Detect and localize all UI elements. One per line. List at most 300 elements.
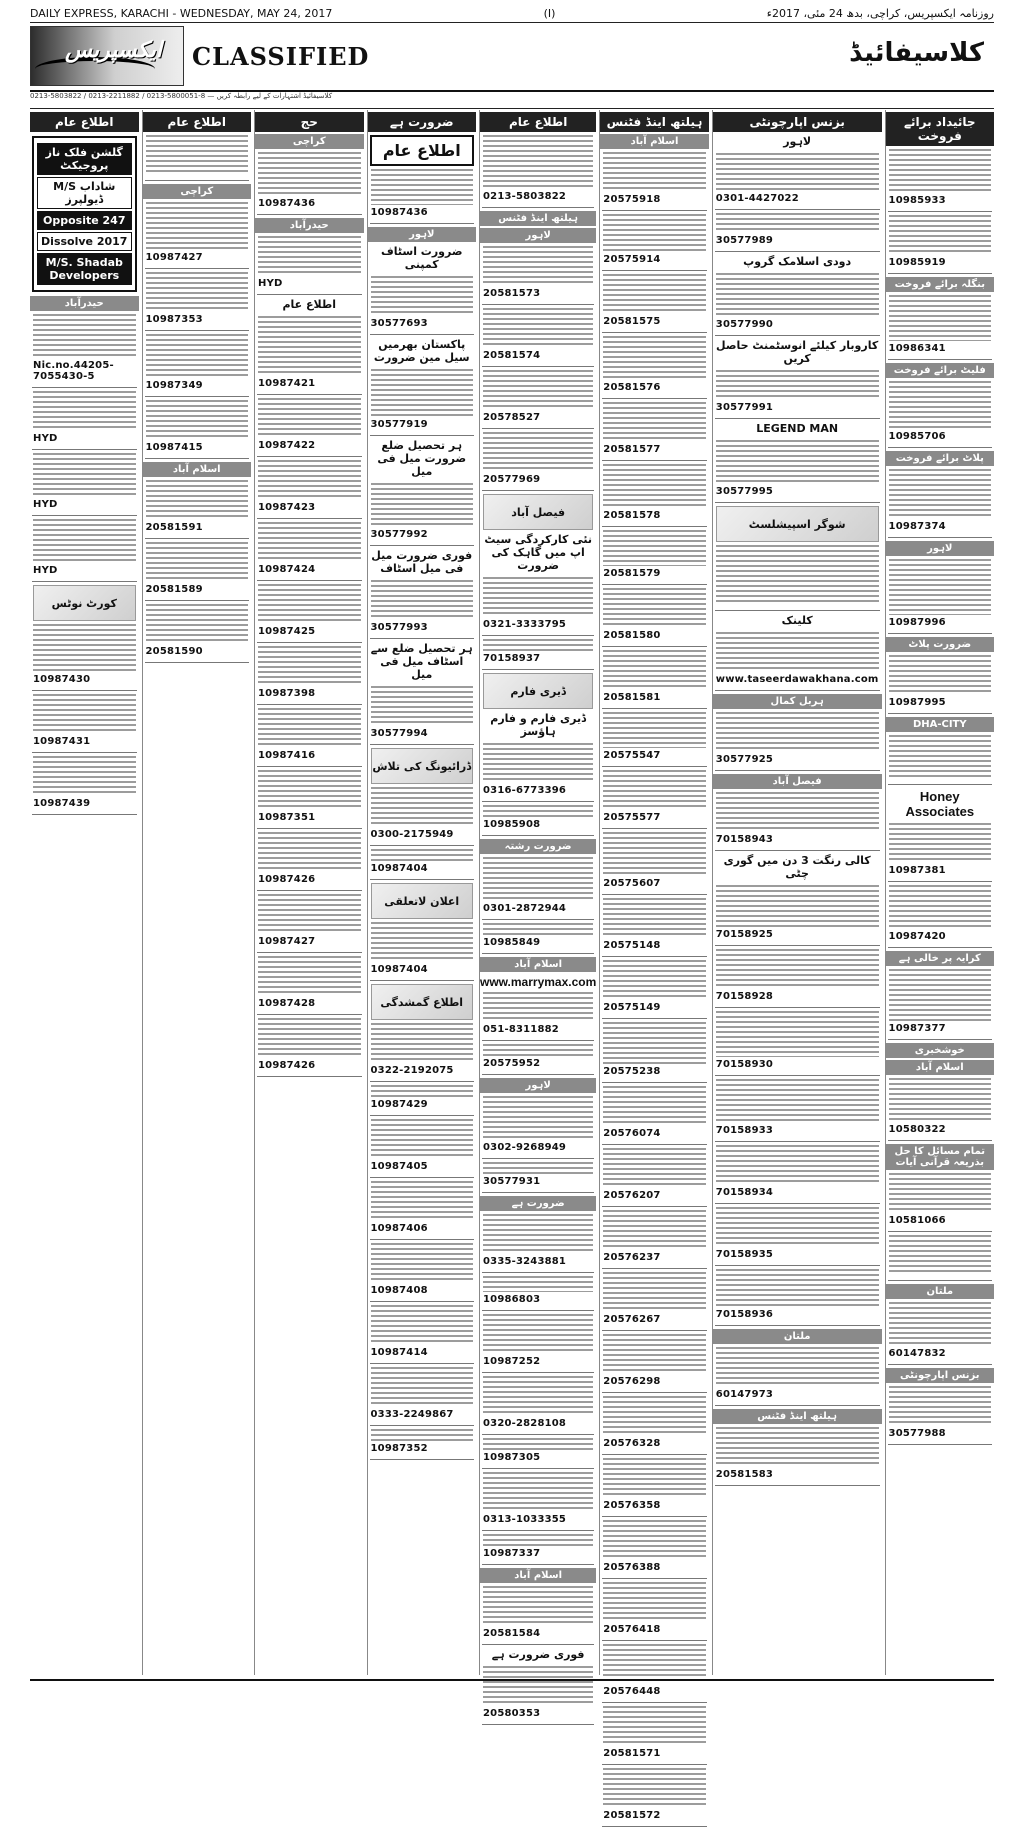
ad-reference-number: 10985933 (888, 195, 946, 206)
ad-reference-number: 70158928 (715, 991, 774, 1002)
ad-reference-number: 10986803 (483, 1294, 541, 1305)
ad-body-text (371, 1367, 474, 1407)
ad-body-text (603, 832, 706, 876)
ad-divider (482, 919, 594, 920)
ad-divider (602, 708, 707, 709)
ad-reference-number: 10987425 (258, 626, 316, 637)
ad-reference-number: 20575577 (603, 812, 661, 823)
ad-divider (888, 1280, 993, 1281)
ad-divider (482, 1310, 594, 1311)
ad-headline (716, 614, 879, 627)
ad-columns (30, 110, 994, 1821)
classified-ad (371, 1305, 474, 1358)
classified-ad (603, 1148, 706, 1201)
ad-reference-number: 10986341 (888, 343, 946, 354)
classified-ad (716, 1347, 879, 1400)
classified-ad (483, 577, 593, 630)
ad-reference-number: 30577991 (715, 402, 774, 413)
ad-body-text (603, 1644, 706, 1684)
ad-reference-number: 10987430 (33, 674, 91, 685)
ad-body-text (371, 1119, 474, 1159)
ad-reference-number: 20575148 (603, 940, 661, 951)
classified-ad (483, 1044, 593, 1069)
classified-ad (33, 624, 136, 685)
ad-divider (715, 1485, 880, 1486)
ad-reference-number: 70158925 (715, 929, 774, 940)
ad-divider (715, 770, 880, 771)
ad-divider (715, 850, 880, 851)
ad-divider (715, 1007, 880, 1008)
ad-reference-number: 10987428 (258, 998, 316, 1009)
classified-ad (146, 480, 249, 533)
ad-reference-number: 60147832 (888, 1348, 946, 1359)
notice-line: M/S شاداب ڈیولپرز (37, 177, 132, 209)
dateline-bar (30, 4, 994, 23)
ad-reference-number: 10987414 (370, 1347, 428, 1358)
classified-ad (889, 1078, 992, 1135)
section-subheader: بنگلہ برائے فروخت (886, 277, 995, 292)
classified-ad (716, 1269, 879, 1320)
classified-ad (483, 857, 593, 914)
ad-body-text (716, 1207, 879, 1247)
ad-divider (482, 207, 594, 208)
ad-divider (370, 1177, 475, 1178)
ad-reference-number: 0322-2192075 (370, 1065, 454, 1076)
ad-divider (602, 766, 707, 767)
ad-divider (257, 518, 362, 519)
classified-ad (146, 334, 249, 391)
ad-headline-text: کالی رنگت 3 دن میں گوری چٹی (723, 854, 871, 880)
ad-divider (715, 1075, 880, 1076)
section-subheader: ضرورت پلاٹ (886, 637, 995, 652)
ad-body-text (716, 1145, 879, 1185)
ad-divider (602, 1144, 707, 1145)
ad-reference-number: 20576267 (603, 1314, 661, 1325)
classified-ad (483, 1096, 593, 1153)
ad-reference-number: 10987404 (370, 863, 428, 874)
classified-ad (716, 153, 879, 204)
column-header: جائیداد برائے فروخت (886, 112, 995, 146)
classified-ad (483, 1214, 593, 1267)
ad-divider (370, 1301, 475, 1302)
ad-divider (602, 270, 707, 271)
classified-ad (258, 584, 361, 637)
section-subheader: اسلام آباد (886, 1060, 995, 1075)
ad-reference-number: 30577994 (370, 728, 428, 739)
dateline-right: روزنامہ ایکسپریس، کراچی، بدھ 24 مئی، 2017ء (766, 6, 994, 20)
ad-body-text (716, 885, 879, 927)
ad-illustration: ڈیری فارم (483, 673, 593, 709)
ad-divider (32, 449, 137, 450)
ad-divider (888, 273, 993, 274)
section-subheader: ضرورت رشتہ (480, 839, 596, 854)
ad-divider (370, 334, 475, 335)
classified-ad (716, 545, 879, 605)
ad-body-text (483, 308, 593, 348)
ad-divider (482, 1074, 594, 1075)
classified-ad (603, 960, 706, 1013)
ad-reference-number: 10987406 (370, 1223, 428, 1234)
classified-ad (483, 308, 593, 361)
ad-body-text (603, 214, 706, 252)
ad-body-text (146, 272, 249, 312)
ad-reference-number: 20581572 (603, 1810, 661, 1821)
classified-ad (33, 453, 136, 510)
ad-reference-number: 20580353 (483, 1708, 541, 1719)
ad-divider (602, 956, 707, 957)
ad-reference-number: 0320-2828108 (483, 1418, 567, 1429)
ad-body-text (716, 153, 879, 191)
ad-body-text (33, 519, 136, 563)
ad-body-text (603, 650, 706, 690)
classified-ad (258, 236, 361, 289)
ad-divider (257, 704, 362, 705)
ad-body-text (483, 639, 593, 651)
ad-body-text (603, 712, 706, 748)
notice-line: Opposite 247 (37, 211, 132, 230)
ad-body-text (371, 169, 474, 205)
ad-reference-number: 0313-1033355 (483, 1514, 567, 1525)
section-subheader: کرایہ پر خالی ہے (886, 951, 995, 966)
ad-body-text (603, 1334, 706, 1374)
classified-ad (603, 1458, 706, 1511)
column-header: اطلاع عام (143, 112, 252, 132)
ad-reference-number: 10581066 (888, 1215, 946, 1226)
ad-divider (888, 447, 993, 448)
classified-ad (483, 135, 593, 202)
ad-body-text (603, 1396, 706, 1436)
ad-body-text (603, 960, 706, 1000)
ad-divider (888, 1444, 993, 1445)
ad-reference-number: 10987351 (258, 812, 316, 823)
classified-ad (146, 542, 249, 595)
classified-ad (33, 694, 136, 747)
ad-body-text (716, 949, 879, 989)
ad-divider (257, 294, 362, 295)
ad-body-text (603, 1768, 706, 1808)
ad-reference-number: 30577925 (715, 754, 774, 765)
classified-ad (716, 792, 879, 845)
ad-divider (888, 633, 993, 634)
ad-reference-number: 10987436 (258, 198, 316, 209)
section-subheader: حیدرآباد (255, 218, 364, 233)
ad-divider (602, 1206, 707, 1207)
ad-divider (602, 584, 707, 585)
classified-ad (603, 588, 706, 641)
classified-ad (603, 1272, 706, 1325)
ad-headline-text: پاکستان بھرمیں سیل مین ضرورت (373, 338, 470, 364)
ad-body-text (483, 1162, 593, 1174)
classified-ad (483, 1586, 593, 1639)
ad-divider (482, 801, 594, 802)
ad-reference-number: 10987426 (258, 1060, 316, 1071)
section-subheader: لاہور (886, 541, 995, 556)
ad-body-text (483, 805, 593, 817)
ad-body-text (483, 923, 593, 935)
ad-divider (145, 662, 250, 663)
ad-body-text (483, 1276, 593, 1292)
ad-body-text (371, 922, 474, 962)
classified-ad (889, 885, 992, 942)
ad-illustration: ڈرائیونگ کی تلاش (371, 748, 474, 784)
ad-body-text (483, 1096, 593, 1140)
section-subheader: ہربل کمال (713, 694, 882, 709)
ad-headline-text: ڈیری فارم و فارم ہاؤسز (490, 712, 586, 738)
ad-body-text (33, 694, 136, 734)
ad-divider (370, 879, 475, 880)
ad-divider (257, 952, 362, 953)
ad-divider (602, 894, 707, 895)
ad-divider (715, 1141, 880, 1142)
ad-divider (602, 1516, 707, 1517)
ad-reference-number: 30577931 (483, 1176, 541, 1187)
classified-ad (33, 314, 136, 382)
ad-body-text (146, 334, 249, 378)
ad-divider (602, 828, 707, 829)
ad-reference-number: 10987996 (888, 617, 946, 628)
ad-reference-number: 0301-2872944 (483, 903, 567, 914)
ad-body-text (371, 1305, 474, 1345)
ad-body-text (33, 391, 136, 431)
ad-reference-number: 20576237 (603, 1252, 661, 1263)
ad-reference-number: 10987436 (370, 207, 428, 218)
ad-reference-number: 10985849 (483, 937, 541, 948)
section-subheader: اسلام آباد (143, 462, 252, 477)
classified-ad (603, 530, 706, 579)
classified-ad (483, 370, 593, 423)
ad-headline-text: دودی اسلامک گروپ (743, 255, 852, 268)
ad-divider (482, 1272, 594, 1273)
ad-divider (715, 690, 880, 691)
classified-ad (889, 823, 992, 876)
classified-ad (889, 1173, 992, 1226)
ad-divider (370, 1081, 475, 1082)
ad-divider (715, 1265, 880, 1266)
ad-body-text (603, 336, 706, 380)
ad-reference-number: www.taseerdawakhana.com (715, 674, 879, 685)
ad-body-text (371, 686, 474, 726)
column-c4 (479, 110, 597, 1719)
ad-body-text (146, 604, 249, 644)
ad-divider (257, 890, 362, 891)
ad-body-text (889, 295, 992, 341)
column-header: بزنس اپارچونٹی (713, 112, 882, 132)
ad-divider (257, 642, 362, 643)
classified-ad (371, 922, 474, 975)
ad-reference-number: 0301-4427022 (715, 193, 799, 204)
ad-divider (482, 366, 594, 367)
ad-body-text (483, 1586, 593, 1626)
column-c3 (599, 110, 709, 1821)
folio-number: (I) (543, 6, 556, 20)
ad-divider (482, 1724, 594, 1725)
ad-body-text (258, 770, 361, 810)
ad-divider (482, 1530, 594, 1531)
ad-divider (145, 180, 250, 181)
ad-reference-number: 20581591 (145, 522, 203, 533)
ad-divider (482, 953, 594, 954)
classified-ad (371, 1429, 474, 1454)
ad-divider (370, 1363, 475, 1364)
classified-ad (889, 295, 992, 354)
classified-ad (371, 1119, 474, 1172)
ad-reference-number: 0333-2249867 (370, 1409, 454, 1420)
ad-body-text (33, 314, 136, 358)
ad-body-text (716, 273, 879, 317)
ad-divider (602, 460, 707, 461)
ad-reference-number: 10987408 (370, 1285, 428, 1296)
ad-body-text (146, 135, 249, 175)
ad-body-text (371, 1181, 474, 1221)
classified-ad (146, 400, 249, 453)
ad-divider (145, 396, 250, 397)
ad-divider (602, 210, 707, 211)
ad-reference-number: 10987405 (370, 1161, 428, 1172)
ad-illustration: فیصل آباد (483, 494, 593, 530)
ad-body-text (603, 274, 706, 314)
ad-divider (257, 394, 362, 395)
ad-divider (888, 947, 993, 948)
notice-box-header: اطلاع عام (370, 135, 475, 166)
ad-body-text (889, 969, 992, 1021)
classified-ad (371, 483, 474, 540)
ad-body-text (603, 1210, 706, 1250)
notice-line: Dissolve 2017 (37, 232, 132, 251)
ad-reference-number: 20575952 (483, 1058, 541, 1069)
ad-body-text (146, 542, 249, 582)
ad-body-text (258, 460, 361, 500)
ad-divider (370, 980, 475, 981)
ad-divider (482, 1192, 594, 1193)
classified-ad (716, 1145, 879, 1198)
classified-ad (371, 1023, 474, 1076)
ad-body-text (258, 646, 361, 686)
classified-ad (371, 1085, 474, 1110)
classified-ad (603, 1396, 706, 1449)
classified-ad (258, 894, 361, 947)
section-subheader: ملتان (886, 1284, 995, 1299)
column-header: ہیلتھ اینڈ فٹنس (600, 112, 709, 132)
ad-headline-text: ہر تحصیل ضلع ضرورت میل فی میل (377, 439, 467, 478)
classified-ad (483, 432, 593, 485)
ad-body-text (483, 992, 593, 1022)
ad-reference-number: 20581584 (483, 1628, 541, 1639)
ad-body-text (889, 1302, 992, 1346)
ad-reference-number: 20575607 (603, 878, 661, 889)
classified-ad (603, 1210, 706, 1263)
ad-divider (715, 502, 880, 503)
ad-reference-number: 10987427 (145, 252, 203, 263)
ad-reference-number: 70158930 (715, 1059, 774, 1070)
ad-reference-number: 20576388 (603, 1562, 661, 1573)
ad-divider (482, 1372, 594, 1373)
section-subheader: کراچی (143, 184, 252, 199)
ad-reference-number: 10987416 (258, 750, 316, 761)
column-c2 (712, 110, 882, 1675)
ad-reference-number: 20581577 (603, 444, 661, 455)
ad-reference-number: 10987337 (483, 1548, 541, 1559)
ad-body-text (603, 1582, 706, 1622)
ad-reference-number: 20581575 (603, 316, 661, 327)
ad-reference-number: 20581578 (603, 510, 661, 521)
logo-text: ایکسپریس (65, 37, 162, 63)
ad-divider (482, 1434, 594, 1435)
classified-ad (603, 214, 706, 265)
ad-reference-number: 30577990 (715, 319, 774, 330)
ad-body-text (889, 215, 992, 255)
classified-ad (889, 215, 992, 268)
classified-ad (716, 1207, 879, 1260)
ad-body-text (889, 1078, 992, 1122)
ad-reference-number: 10987305 (483, 1452, 541, 1463)
ad-divider (888, 537, 993, 538)
classified-ad (371, 787, 474, 840)
ad-divider (257, 1014, 362, 1015)
ad-body-text (603, 1272, 706, 1312)
ad-divider (257, 456, 362, 457)
ad-divider (715, 335, 880, 336)
ad-divider (145, 458, 250, 459)
ad-body-text (716, 545, 879, 605)
ad-body-text (258, 894, 361, 934)
classified-ad (483, 1534, 593, 1559)
classified-ad (716, 885, 879, 940)
ad-body-text (716, 632, 879, 672)
ad-body-text (483, 1534, 593, 1546)
ad-headline-text: اطلاع عام (282, 298, 337, 311)
classified-ad (716, 1011, 879, 1070)
ad-divider (715, 418, 880, 419)
ad-body-text (716, 712, 879, 752)
ad-divider (602, 1454, 707, 1455)
classified-ad (146, 135, 249, 175)
classified-ad (258, 316, 361, 389)
ad-reference-number: 20581589 (145, 584, 203, 595)
ad-body-text (716, 1079, 879, 1123)
ad-reference-number: 10987374 (888, 521, 946, 532)
ad-body-text (483, 577, 593, 617)
ad-headline (716, 339, 879, 365)
ad-divider (715, 945, 880, 946)
classified-ad (146, 604, 249, 657)
ad-reference-number: 20576328 (603, 1438, 661, 1449)
ad-divider (482, 669, 594, 670)
classified-ad (603, 1520, 706, 1573)
ad-reference-number: 10987381 (888, 865, 946, 876)
ad-body-text (33, 756, 136, 796)
column-header: اطلاع عام (30, 112, 139, 132)
ad-divider (257, 828, 362, 829)
classified-ad (716, 1427, 879, 1480)
ad-divider (32, 752, 137, 753)
section-subheader: اسلام آباد (480, 1568, 596, 1583)
ad-reference-number: 30577919 (370, 419, 428, 430)
ad-reference-number: 20576448 (603, 1686, 661, 1697)
ad-divider (370, 744, 475, 745)
ad-divider (888, 784, 993, 785)
classified-ad (258, 398, 361, 451)
classified-ad (483, 1376, 593, 1429)
classified-ad (371, 849, 474, 874)
classified-ad (258, 152, 361, 209)
ad-divider (32, 690, 137, 691)
ad-body-text (716, 370, 879, 400)
ad-body-text (603, 1022, 706, 1064)
classified-ad (889, 469, 992, 532)
ad-illustration: کورٹ نوٹس (33, 585, 136, 621)
ad-reference-number: 20581581 (603, 692, 661, 703)
ad-reference-number: 0321-3333795 (483, 619, 567, 630)
